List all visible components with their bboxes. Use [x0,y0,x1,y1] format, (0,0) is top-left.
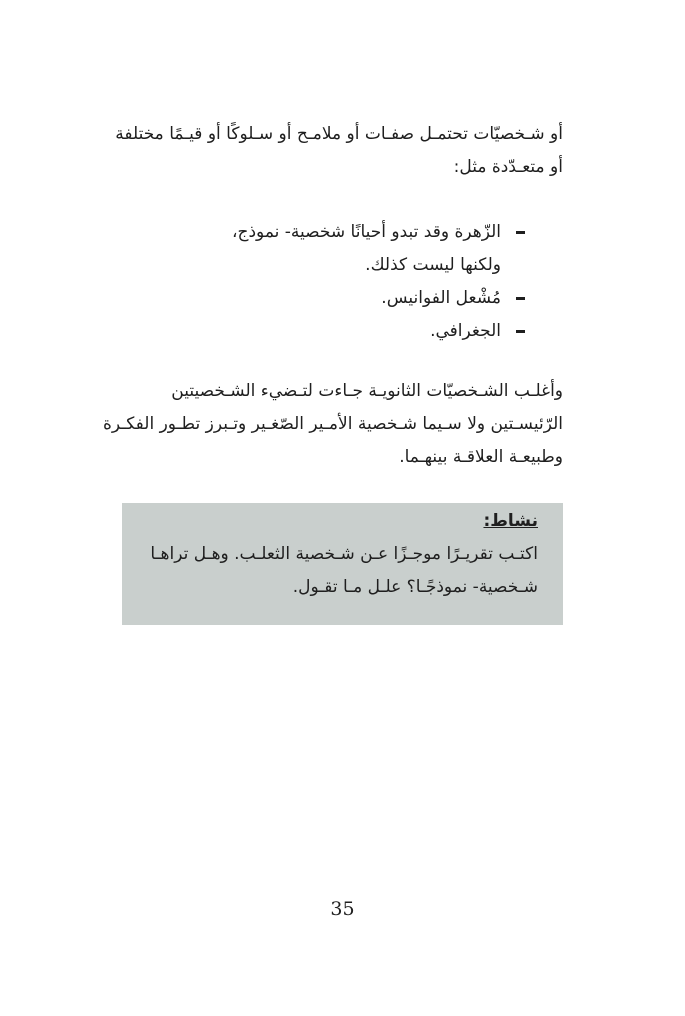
list-item-line: الزّهرة وقد تبدو أحيانًا شخصية- نموذج، [232,222,501,242]
activity-line: اكتـب تقريـرًا موجـزًا عـن شـخصية الثعلـب. وهـل تراهـا [150,544,538,564]
paragraph-line: الرّئيسـتين ولا سـيما شـخصية الأمـير الصّغـير وتـبرز تطـور الفكـرة [103,414,563,434]
activity-box [122,503,563,625]
secondary-characters-paragraph [103,375,563,474]
activity-content [122,505,538,604]
list-item-line: مُشْعل الفوانيس. [381,288,501,308]
list-item [122,282,525,315]
paragraph-line: أو شـخصيّات تحتمـل صفـات أو ملامـح أو سـلوكًا أو قيـمًا مختلفة [115,124,563,144]
bullet-dash-icon [516,231,525,234]
character-list [122,216,525,348]
paragraph-line: وطبيعـة العلاقـة بينهـما. [399,447,563,467]
bullet-dash-icon [516,330,525,333]
list-item [122,216,525,282]
list-item-line: الجغرافي. [430,321,501,341]
intro-paragraph [115,118,563,184]
list-item [122,315,525,348]
paragraph-line: أو متعـدّدة مثل: [453,157,563,177]
bullet-dash-icon [516,297,525,300]
activity-line: شـخصية- نموذجًـا؟ علـل مـا تقـول. [292,577,538,597]
paragraph-line: وأغلـب الشـخصيّات الثانويـة جـاءت لتـضيء الشـخصيتين [171,381,563,401]
list-item-line: ولكنها ليست كذلك. [365,255,501,275]
page-number: 35 [330,898,355,920]
activity-title: نشاط: [483,511,538,531]
